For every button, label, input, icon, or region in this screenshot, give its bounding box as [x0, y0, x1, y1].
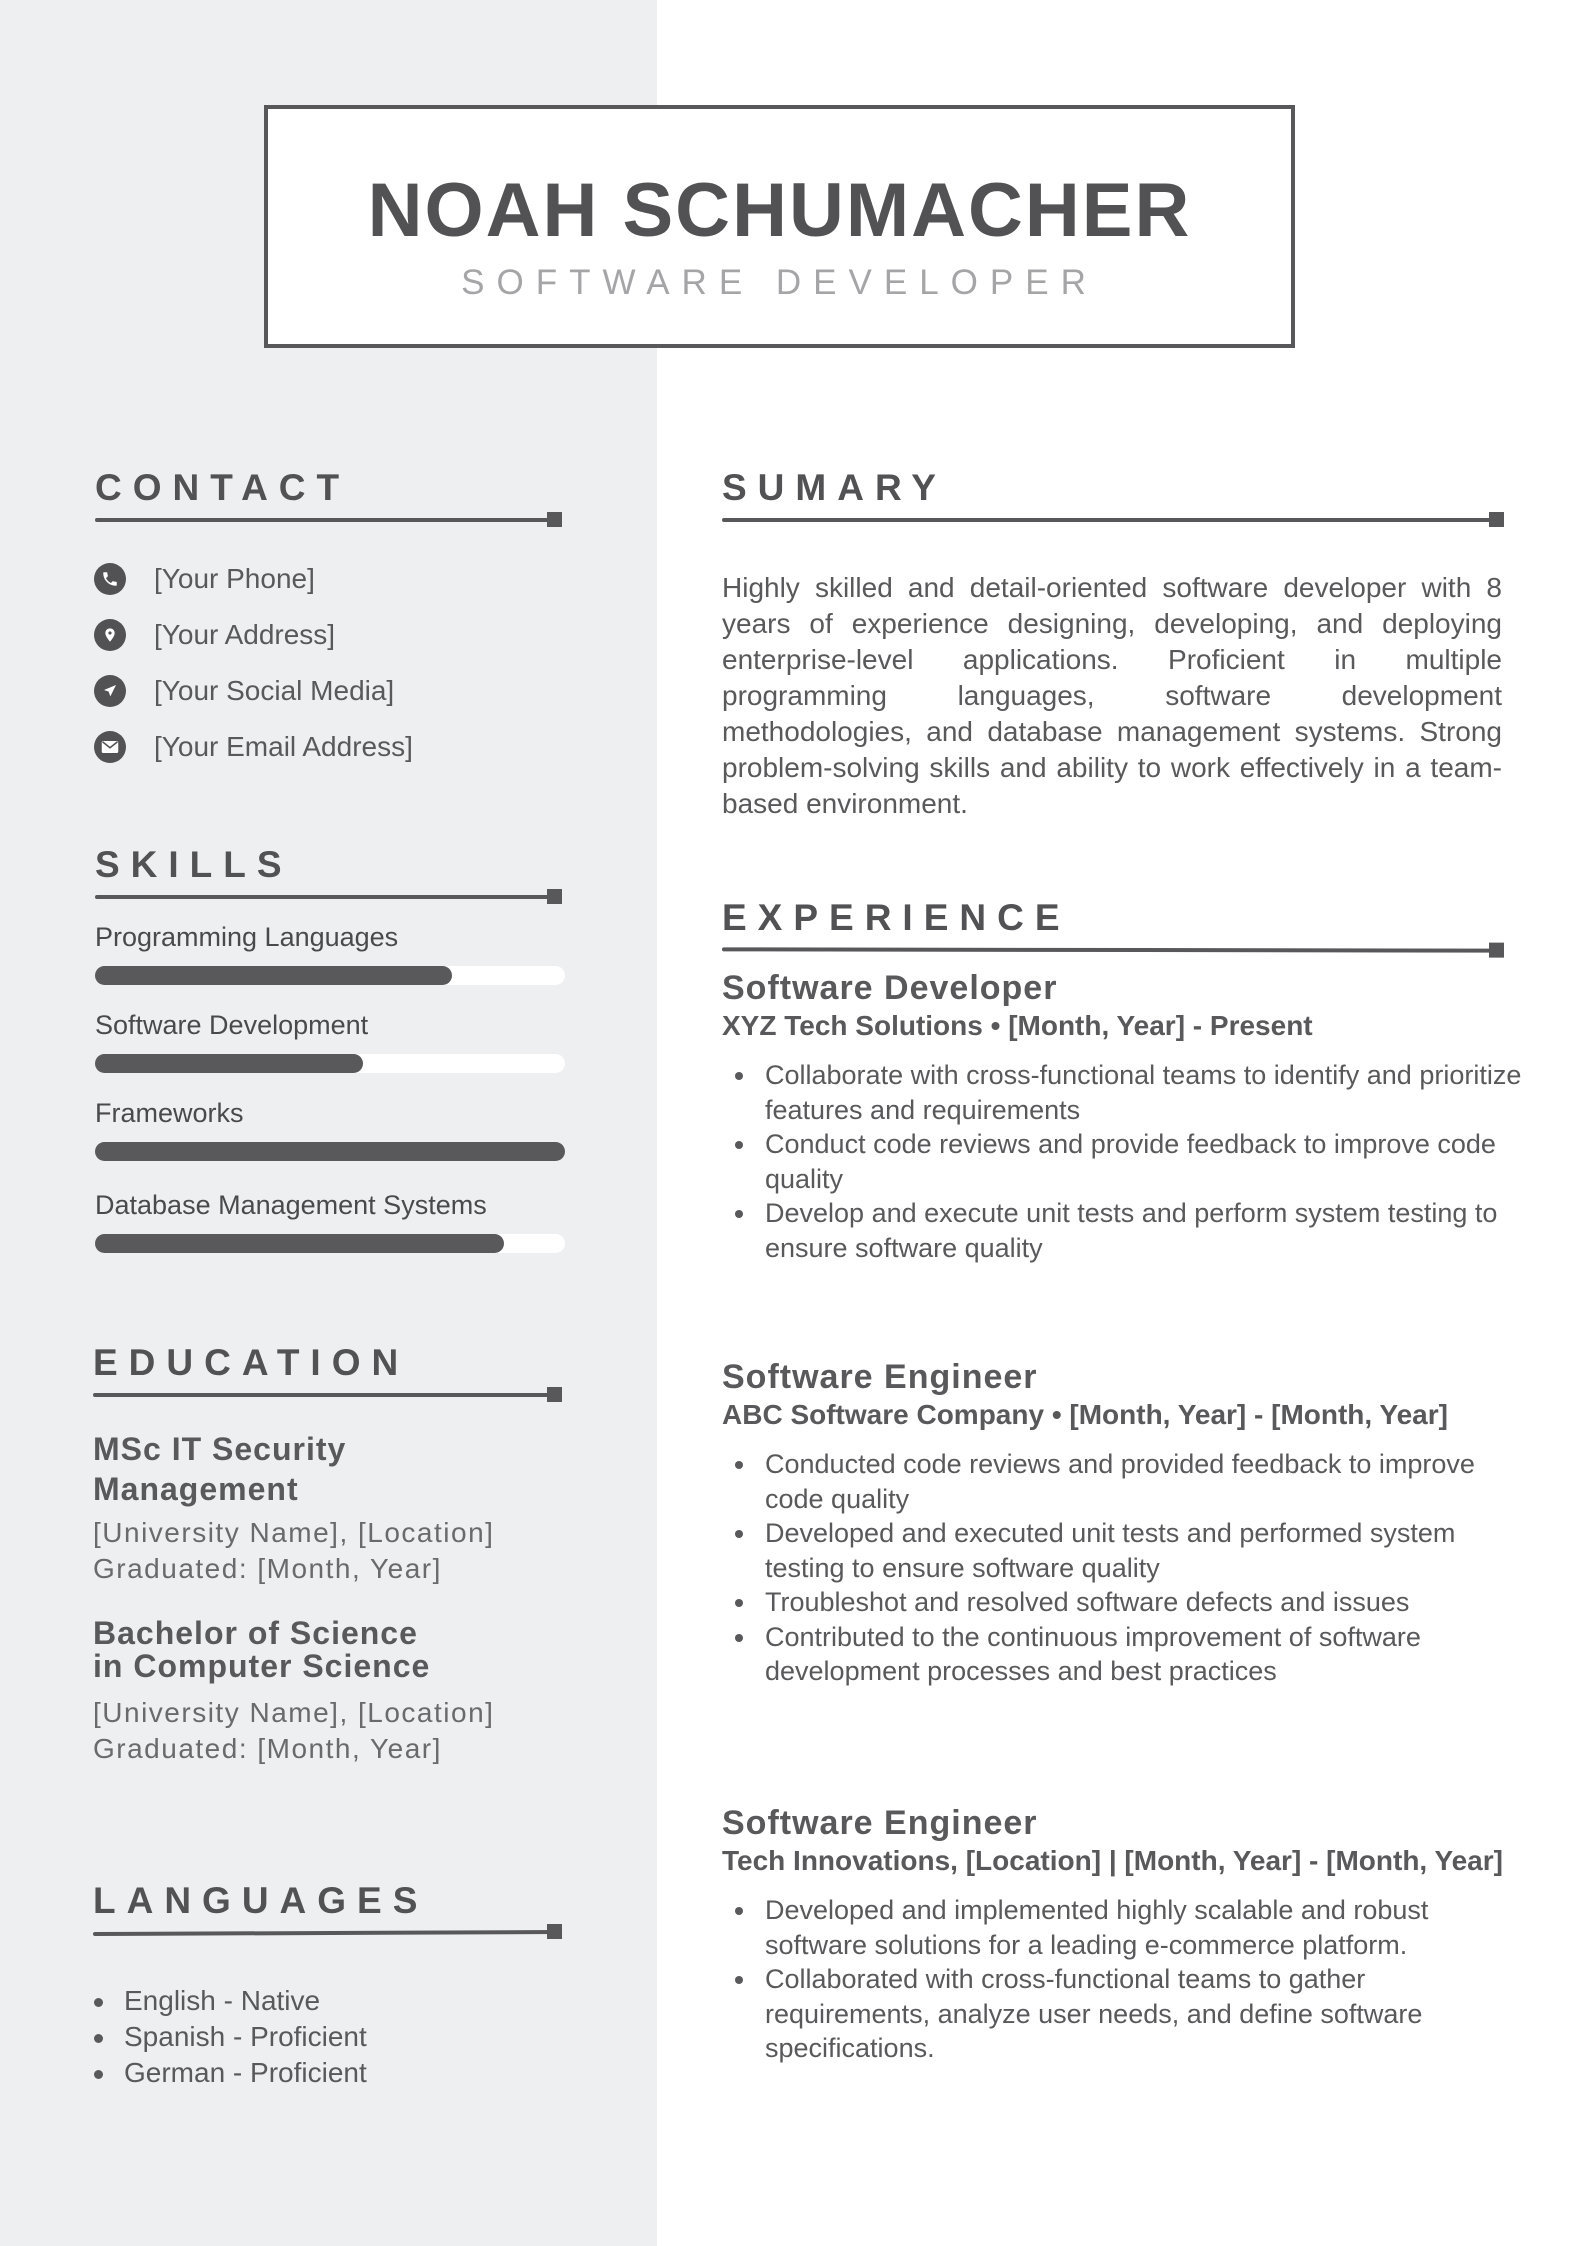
- skill-item: [95, 1008, 565, 1096]
- education-school: [University Name], [Location]: [93, 1517, 495, 1548]
- email-icon: [94, 731, 126, 763]
- skill-label: Frameworks: [95, 1098, 244, 1128]
- language-item: German - Proficient: [94, 2055, 367, 2091]
- experience-job: [722, 968, 1522, 1265]
- language-item: Spanish - Proficient: [94, 2019, 367, 2055]
- skill-item: [95, 920, 565, 1008]
- job-bullet: Develop and execute unit tests and perform system testing to ensure software quality: [722, 1196, 1522, 1265]
- contact-phone-text: [Your Phone]: [154, 563, 315, 594]
- summary-section-heading: [722, 468, 1502, 522]
- summary-text: Highly skilled and detail-oriented software developer with 8 years of experience designing, developing, and deploying enterprise-level applications. Proficient in multiple programming languages, software development methodologies, and database management systems. Strong problem-solving skills and ability to work effectively in a team-based environment.: [722, 572, 1502, 819]
- contact-section-heading: [95, 468, 560, 522]
- education-section-heading: [93, 1343, 560, 1397]
- job-bullets: [722, 1447, 1522, 1689]
- job-company: Tech Innovations, [Location] | [Month, Year] - [Month, Year]: [722, 1845, 1503, 1876]
- education-degree: Management: [93, 1471, 299, 1507]
- job-bullet: Collaborated with cross-functional teams to gather requirements, analyze user needs, and define software specifications.: [722, 1962, 1522, 2066]
- education-degree: in Computer Science: [93, 1648, 431, 1684]
- location-icon: [94, 619, 126, 651]
- social-icon: [94, 675, 126, 707]
- contact-item-social: [94, 663, 413, 719]
- candidate-name: NOAH SCHUMACHER: [367, 168, 1192, 253]
- job-bullets: [722, 1893, 1522, 2066]
- education-school: [University Name], [Location]: [93, 1697, 495, 1728]
- job-company: ABC Software Company • [Month, Year] - [Month, Year]: [722, 1399, 1448, 1430]
- candidate-title: SOFTWARE DEVELOPER: [461, 263, 1098, 302]
- languages-heading: LANGUAGES: [93, 1880, 429, 1921]
- skill-bar-track: [95, 1054, 565, 1073]
- education-item: [93, 1617, 573, 1767]
- phone-icon: [94, 563, 126, 595]
- job-company: XYZ Tech Solutions • [Month, Year] - Present: [722, 1010, 1313, 1041]
- skill-item: [95, 1188, 565, 1284]
- job-bullet: Conducted code reviews and provided feedback to improve code quality: [722, 1447, 1522, 1516]
- languages-list: [94, 1983, 367, 2091]
- skills-section-heading: [95, 845, 560, 899]
- experience-heading-rule: [722, 947, 1502, 952]
- contact-email-text: [Your Email Address]: [154, 731, 413, 762]
- skill-bar-fill: [95, 966, 452, 985]
- name-header-box: [264, 105, 1295, 348]
- contact-heading: CONTACT: [95, 467, 351, 508]
- experience-section-heading: [722, 898, 1502, 952]
- education-graduated: Graduated: [Month, Year]: [93, 1553, 442, 1584]
- contact-social-text: [Your Social Media]: [154, 675, 395, 706]
- skill-bar-fill: [95, 1142, 565, 1161]
- contact-item-email: [94, 719, 413, 775]
- skill-bar-track: [95, 966, 565, 985]
- education-degree: Bachelor of Science: [93, 1615, 418, 1651]
- job-title: Software Developer: [722, 969, 1058, 1007]
- experience-job: [722, 1357, 1522, 1689]
- education-item: [93, 1429, 573, 1587]
- education-graduated: Graduated: [Month, Year]: [93, 1733, 442, 1764]
- contact-item-address: [94, 607, 413, 663]
- job-title: Software Engineer: [722, 1804, 1038, 1842]
- job-bullet: Contributed to the continuous improvement of software development processes and best practices: [722, 1620, 1522, 1689]
- job-bullet: Developed and implemented highly scalable and robust software solutions for a leading e-commerce platform.: [722, 1893, 1522, 1962]
- skills-heading: SKILLS: [95, 844, 293, 885]
- experience-heading: EXPERIENCE: [722, 897, 1071, 938]
- experience-job: [722, 1803, 1522, 2066]
- summary-heading: SUMARY: [722, 467, 947, 508]
- languages-section-heading: [93, 1881, 560, 1935]
- job-title: Software Engineer: [722, 1358, 1038, 1396]
- education-heading: EDUCATION: [93, 1342, 410, 1383]
- skill-bar-track: [95, 1142, 565, 1161]
- job-bullet: Conduct code reviews and provide feedback to improve code quality: [722, 1127, 1522, 1196]
- skill-item: [95, 1096, 565, 1184]
- language-item: English - Native: [94, 1983, 367, 2019]
- job-bullet: Troubleshot and resolved software defects and issues: [722, 1585, 1522, 1620]
- job-bullets: [722, 1058, 1522, 1265]
- education-degree: MSc IT Security: [93, 1431, 347, 1467]
- skills-heading-rule: [95, 895, 560, 899]
- skill-label: Software Development: [95, 1010, 369, 1040]
- job-bullet: Collaborate with cross-functional teams to identify and prioritize features and requirements: [722, 1058, 1522, 1127]
- job-bullet: Developed and executed unit tests and performed system testing to ensure software quality: [722, 1516, 1522, 1585]
- skill-bar-fill: [95, 1054, 363, 1073]
- contact-item-phone: [94, 551, 413, 607]
- contact-heading-rule: [95, 518, 560, 522]
- skill-label: Programming Languages: [95, 922, 399, 952]
- skill-label: Database Management Systems: [95, 1190, 487, 1220]
- summary-heading-rule: [722, 518, 1502, 522]
- contact-address-text: [Your Address]: [154, 619, 336, 650]
- skill-bar-fill: [95, 1234, 504, 1253]
- skills-list: [95, 920, 565, 1284]
- contact-list: [94, 551, 413, 775]
- education-heading-rule: [93, 1393, 560, 1397]
- skill-bar-track: [95, 1234, 565, 1253]
